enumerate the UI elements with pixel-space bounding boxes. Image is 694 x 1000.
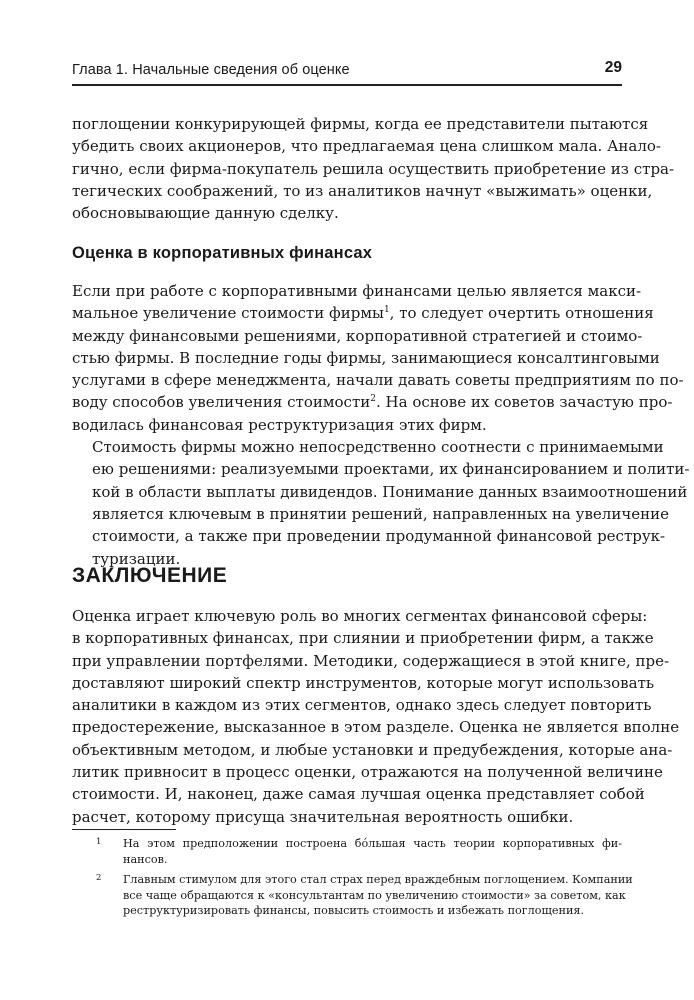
footnote-line: На этом предположении построена бóльшая часть теории корпоративных фи- (123, 837, 622, 850)
chapter-title: Глава 1. Начальные сведения об оценке (72, 62, 350, 78)
text-line: Если при работе с корпоративными финансами целью является макси- (72, 282, 642, 300)
text-line: услугами в сфере менеджмента, начали давать советы предприятиям по по- (72, 371, 684, 390)
text-line: стоимости, а также при проведении продуманной финансовой реструк- (92, 527, 666, 546)
text-line: между финансовыми решениями, корпоративной стратегией и стоимо- (72, 326, 643, 345)
footnotes (72, 836, 633, 924)
conclusion-text (72, 605, 680, 828)
text-line: воду способов увеличения стоимости$^2$. На основе их советов зачастую про- (72, 393, 673, 412)
text-line: доставляют широкий спектр инструментов, которые могут использовать (72, 673, 655, 692)
text-line: стью фирмы. В последние годы фирмы, занимающиеся консалтинговыми (72, 348, 660, 367)
text-line: Оценка играет ключевую роль во многих сегментах финансовой сферы: (72, 607, 648, 625)
footnote-number: 1 (96, 837, 102, 847)
text-line: при управлении портфелями. Методики, содержащиеся в этой книге, пре- (72, 651, 670, 670)
footnote-1 (72, 836, 622, 867)
text-line: водилась финансовая реструктуризация этих фирм. (72, 415, 487, 434)
text-line: тегических соображений, то из аналитиков начнут «выжимать» оценки, (72, 181, 653, 200)
paragraph (72, 605, 680, 828)
footnote-ref-1[interactable]: 1 (383, 305, 390, 316)
paragraph (72, 436, 690, 570)
paragraph (72, 280, 684, 436)
footnote-ref-2[interactable]: 2 (370, 394, 376, 405)
page-number: 29 (604, 59, 622, 76)
text-line: является ключевым в принятии решений, направленных на увеличение (92, 504, 669, 523)
text-line: предостережение, высказанное в этом разделе. Оценка не является вполне (72, 718, 680, 737)
text-line: аналитики в каждом из этих сегментов, однако здесь следует повторить (72, 696, 652, 715)
footnote-line: Главным стимулом для этого стал страх перед враждебным поглощением. Компании (123, 873, 633, 887)
intro-paragraph (72, 113, 675, 224)
footnote-line: реструктуризировать финансы, повысить стоимость и избежать поглощения. (123, 904, 585, 918)
footnote-divider (72, 829, 176, 830)
text-line: туризации. (92, 549, 181, 568)
text-line: кой в области выплаты дивидендов. Понимание данных взаимоотношений (92, 482, 688, 501)
text-line: расчет, которому присуща значительная вероятность ошибки. (72, 807, 574, 826)
text-line: мальное увеличение стоимости фирмы$^1$, то следует очертить отношения (72, 304, 654, 323)
footnote-2 (72, 872, 633, 919)
text-line: объективным методом, и любые установки и предубеждения, которые ана- (72, 740, 673, 759)
text-line: поглощении конкурирующей фирмы, когда ее представители пытаются (72, 115, 649, 133)
text-line: обосновывающие данную сделку. (72, 204, 339, 223)
text-line: литик привносит в процесс оценки, отражаются на полученной величине (72, 763, 663, 782)
footnote-line: все чаще обращаются к «консультантам по увеличению стоимости» за советом, как (123, 888, 626, 902)
section-heading-conclusion: ЗАКЛЮЧЕНИЕ (72, 564, 228, 587)
text-line: гично, если фирма-покупатель решила осуществить приобретение из стра- (72, 159, 675, 178)
text-line: в корпоративных финансах, при слиянии и приобретении фирм, а также (72, 629, 654, 648)
text-line: убедить своих акционеров, что предлагаемая цена слишком мала. Анало- (72, 137, 661, 156)
footnote-number: 2 (96, 873, 102, 884)
text-line: ею решениями: реализуемыми проектами, их финансированием и полити- (92, 460, 690, 479)
corporate-finance-text (72, 280, 690, 570)
section-heading-corporate-finance: Оценка в корпоративных финансах (72, 244, 373, 262)
text-line: стоимости. И, наконец, даже самая лучшая оценка представляет собой (72, 785, 645, 804)
running-header (72, 59, 622, 86)
text-line: Стоимость фирмы можно непосредственно соотнести с принимаемыми (92, 438, 664, 457)
footnote-line: нансов. (123, 852, 168, 866)
